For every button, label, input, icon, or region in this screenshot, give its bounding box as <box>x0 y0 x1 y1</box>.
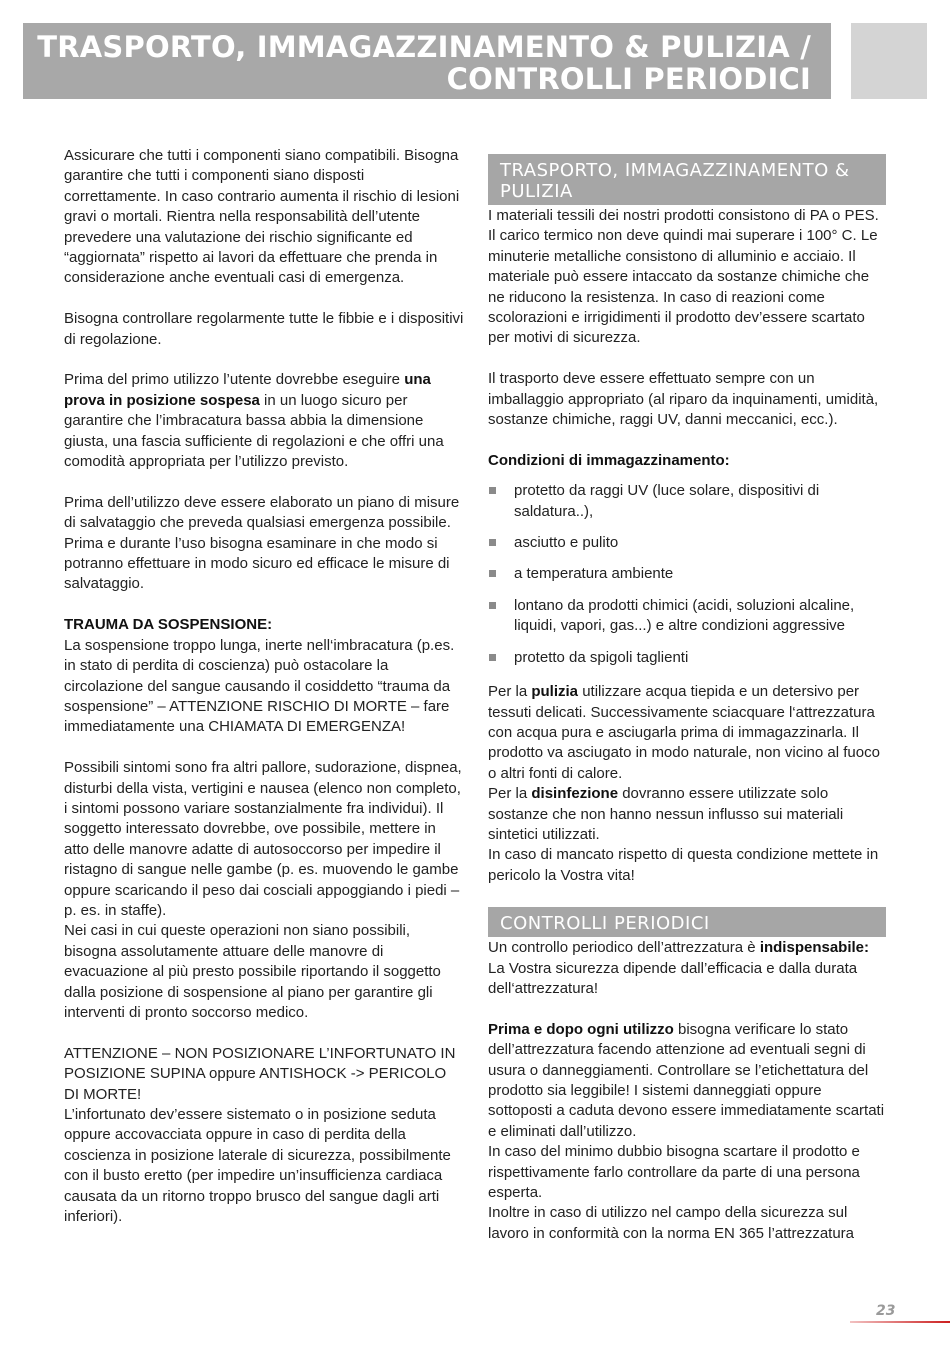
square-bullet-icon <box>489 654 496 661</box>
square-bullet-icon <box>489 602 496 609</box>
list-item-text: asciutto e pulito <box>514 534 619 552</box>
paragraph-buckles: Bisogna controllare regolarmente tutte le fibbie e i dispositivi di regolazione. <box>64 310 464 348</box>
list-item-text: protetto da spigoli taglienti <box>514 648 689 666</box>
list-item <box>488 596 886 637</box>
text-fragment: Per la <box>488 785 532 803</box>
text-fragment: La Vostra sicurezza dipende dall’efficacia e dalla durata dell‘attrezzatura! <box>488 959 858 997</box>
header-band <box>23 23 831 99</box>
storage-conditions-list <box>488 481 886 668</box>
page-number-underline <box>850 1321 950 1323</box>
paragraph-before-after-use <box>488 1020 886 1142</box>
bold-text: indispensabile: <box>759 939 870 957</box>
paragraph-warning-position: ATTENZIONE – NON POSIZIONARE L’INFORTUNATO IN POSIZIONE SUPINA oppure ANTISHOCK -> PERICOLO DI MORTE! <box>64 1044 456 1103</box>
bold-text: pulizia <box>531 683 579 701</box>
trauma-heading <box>64 615 464 635</box>
text-fragment: Per la <box>488 683 532 701</box>
page-number: 23 <box>876 1303 896 1319</box>
list-item-text: a temperatura ambiente <box>514 565 674 583</box>
paragraph-materials: I materiali tessili dei nostri prodotti consistono di PA o PES. Il carico termico non deve quindi mai superare i 100° C. Le minuterie metalliche consistono di alluminio e acciaio. Il materiale può essere intaccato da sostanze chimiche che ne riducono la resistenza. In caso di reazioni come scolorazioni e irrigidimenti il prodotto dev’essere scartato per motivi di sicurezza. <box>488 207 879 347</box>
square-bullet-icon <box>489 539 496 546</box>
page-title <box>37 31 811 95</box>
text-fragment: bisogna verificare lo stato dell’attrezzatura facendo attenzione ad eventuali segni di usura o danneggiamenti. Controllare se l’etichettatura del prodotto sia leggibile! I sistemi danneggiati oppure sottoposti a caduta devono essere immediatamente scartati e eliminati dall’utilizzo. <box>488 1020 885 1140</box>
list-item-text: protetto da raggi UV (luce solare, dispositivi di saldatura..), <box>514 482 820 520</box>
bold-heading: Condizioni di immagazzinamento: <box>488 451 730 469</box>
text-fragment: utilizzare acqua tiepida e un detersivo per tessuti delicati. Successivamente sciacquare l‘attrezzatura con acqua pura e asciugarla prima di immagazzinarla. Il prodotto va asciugato in modo naturale, non vicino al fuoco o altri fonti di calore. <box>488 683 880 782</box>
list-item <box>488 648 886 668</box>
header-side-box <box>851 23 927 99</box>
list-item <box>488 564 886 584</box>
square-bullet-icon <box>489 570 496 577</box>
paragraph-en365: Inoltre in caso di utilizzo nel campo della sicurezza sul lavoro in conformità con la norma EN 365 l’attrezzatura <box>488 1204 855 1242</box>
paragraph-symptoms: Possibili sintomi sono fra altri pallore, sudorazione, dispnea, disturbi della vista, vertigini e nausea (elenco non completo, i sintomi possono variare sostanzialmente fra individui). Il soggetto interessato dovrebbe, ove possibile, mettere in atto delle manovre adatte di autosoccorso per impedire il ristagno di sangue nelle gambe (p. es. muovendo le gambe oppure scaricando il peso dai cosciali appoggiando i piedi – p. es. in staffe). <box>64 759 462 919</box>
storage-heading <box>488 451 886 471</box>
right-column <box>488 146 886 1244</box>
square-bullet-icon <box>489 487 496 494</box>
paragraph-periodic-check <box>488 938 886 999</box>
paragraph-cleaning <box>488 682 886 784</box>
bold-text: Prima e dopo ogni utilizzo <box>488 1020 674 1038</box>
paragraph-suspension-trauma: La sospensione troppo lunga, inerte nell‘imbracatura (p.es. in stato di perdita di coscienza) può ostacolare la circolazione del sangue causando il cosiddetto “trauma da sospensione” – ATTENZIONE RISCHIO DI MORTE – fare immediatamente una CHIAMATA DI EMERGENZA! <box>64 636 455 736</box>
left-column <box>64 146 464 1248</box>
bold-text: una prova in posizione sospesa <box>64 371 431 409</box>
paragraph-rescue-plan: Prima dell’utilizzo deve essere elaborato un piano di misure di salvataggio che preveda qualsiasi emergenza possibile. Prima e durante l’uso bisogna esaminare in che modo si potranno effettuare in modo sicuro ed efficace le misure di salvataggio. <box>64 493 460 593</box>
text-fragment: Prima del primo utilizzo l’utente dovrebbe eseguire <box>64 371 405 389</box>
page-title-line2: CONTROLLI PERIODICI <box>446 62 811 96</box>
paragraph-evacuation: Nei casi in cui queste operazioni non siano possibili, bisogna assolutamente attuare delle manovre di evacuazione al più presto possibile riportando il soggetto dalla posizione di sospensione al piano per garantire gli interventi di pronto soccorso medico. <box>64 922 441 1021</box>
paragraph-suspension-test <box>64 370 464 472</box>
paragraph-doubt: In caso del minimo dubbio bisogna scartare il prodotto e rispettivamente farlo controllare da parte di una persona esperta. <box>488 1143 860 1202</box>
list-item <box>488 533 886 553</box>
text-fragment: Un controllo periodico dell’attrezzatura è <box>488 939 760 957</box>
text-fragment: in un luogo sicuro per garantire che l’imbracatura bassa abbia la dimensione giusta, una fascia sufficiente di regolazioni e che offri una comodità appropriata per l’utilizzo previsto. <box>64 391 444 471</box>
paragraph-compatibility: Assicurare che tutti i componenti siano compatibili. Bisogna garantire che tutti i componenti siano disposti correttamente. In caso contrario aumenta il rischio di lesioni gravi o mortali. Rientra nella responsabilità dell’utente prevedere una valutazione dei rischio significante ed “aggiornata” rispetto ai lavori da effettuare che prenda in considerazione anche eventuali casi di emergenza. <box>64 147 460 287</box>
page-title-line1: TRASPORTO, IMMAGAZZINAMENTO & PULIZIA / <box>37 30 811 64</box>
paragraph-disinfection <box>488 784 886 845</box>
bold-heading: TRAUMA DA SOSPENSIONE: <box>64 616 273 634</box>
list-item-text: lontano da prodotti chimici (acidi, soluzioni alcaline, liquidi, vapori, gas...) e altre condizioni aggressive <box>514 596 855 635</box>
paragraph-victim-position: L’infortunato dev’essere sistemato o in posizione seduta oppure accovacciata oppure in caso di perdita della coscienza in posizione laterale di sicurezza, possibilmente con il busto eretto (per impedire un’insufficienza cardiaca causata da un ritorno troppo brusco del sangue dagli arti inferiori). <box>64 1106 451 1226</box>
text-fragment: dovranno essere utilizzate solo sostanze che non hanno nessun influsso sui materiali sintetici utilizzati. <box>488 785 844 843</box>
list-item <box>488 481 886 522</box>
paragraph-danger-warning: In caso di mancato rispetto di questa condizione mettete in pericolo la Vostra vita! <box>488 846 879 884</box>
section-heading-transport: TRASPORTO, IMMAGAZZINAMENTO & PULIZIA <box>488 154 886 205</box>
section-heading-periodic-checks: CONTROLLI PERIODICI <box>488 907 886 937</box>
paragraph-transport: Il trasporto deve essere effettuato sempre con un imballaggio appropriato (al riparo da inquinamenti, umidità, sostanze chimiche, raggi UV, danni meccanici, ecc.). <box>488 370 879 429</box>
bold-text: disinfezione <box>531 785 619 803</box>
